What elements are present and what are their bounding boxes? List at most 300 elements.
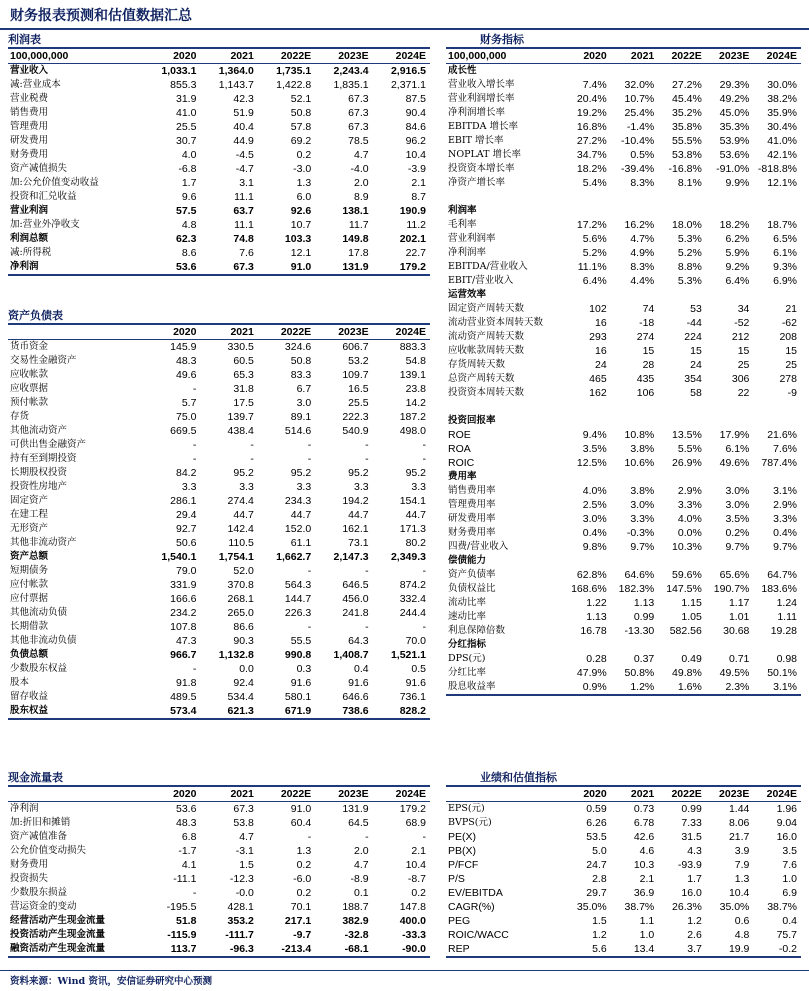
value-cell: 53.8 xyxy=(233,817,254,829)
page-title: 财务报表预测和估值数据汇总 xyxy=(10,8,192,24)
value-cell: 187.2 xyxy=(399,411,426,423)
value-cell: 35.0% xyxy=(576,901,607,913)
row-label: 利息保障倍数 xyxy=(448,625,506,636)
value-cell: 5.0 xyxy=(592,845,607,857)
header-year-cell: 2021 xyxy=(611,49,659,64)
value-cell: 12.1% xyxy=(767,177,797,189)
value-cell: 5.3% xyxy=(677,233,702,245)
value-cell: - xyxy=(422,831,426,843)
value-cell: 17.2% xyxy=(576,219,607,231)
value-cell: 48.3 xyxy=(175,355,197,367)
value-cell: 18.0% xyxy=(672,219,702,231)
balance-sheet-table xyxy=(8,325,430,720)
table-row xyxy=(446,106,801,120)
value-cell: 10.7% xyxy=(624,93,655,105)
row-label: PEG xyxy=(448,915,471,927)
value-cell: 38.2% xyxy=(767,93,797,105)
value-cell: 0.73 xyxy=(633,803,655,815)
value-cell: 34.7% xyxy=(576,149,607,161)
row-label: 营业收入增长率 xyxy=(448,79,515,90)
value-cell: 166.6 xyxy=(170,593,197,605)
value-cell: 222.3 xyxy=(342,411,369,423)
row-label: 加:折旧和摊销 xyxy=(10,817,71,828)
value-cell: 152.0 xyxy=(284,523,312,535)
table-row xyxy=(446,428,801,442)
table-row xyxy=(446,610,801,624)
value-cell: -0.0 xyxy=(235,887,254,899)
value-cell: 0.4% xyxy=(773,527,797,539)
value-cell: 21.6% xyxy=(767,429,797,441)
value-cell: 1.96 xyxy=(776,803,797,815)
value-cell xyxy=(658,204,706,218)
row-label: 流动比率 xyxy=(448,597,487,608)
value-cell: 83.3 xyxy=(290,369,312,381)
value-cell: 4.7 xyxy=(353,859,369,871)
row-label: PE(X) xyxy=(448,831,477,843)
value-cell: 6.4% xyxy=(725,275,750,287)
table-row xyxy=(446,162,801,176)
value-cell: 21.7 xyxy=(728,831,750,843)
value-cell: 12.1 xyxy=(290,247,312,259)
table-row xyxy=(8,176,430,190)
value-cell: 330.5 xyxy=(227,341,254,353)
value-cell: 2.9% xyxy=(677,485,702,497)
value-cell: 64.7% xyxy=(767,569,797,581)
row-label: 投资活动产生现金流量 xyxy=(10,929,106,940)
value-cell: 2,243.4 xyxy=(333,65,369,77)
value-cell: 26.3% xyxy=(672,901,702,913)
row-label: 股东权益 xyxy=(8,704,143,719)
table-row xyxy=(446,232,801,246)
value-cell: 3.5% xyxy=(725,513,750,525)
value-cell: 52.1 xyxy=(290,93,312,105)
value-cell: 2,349.3 xyxy=(390,551,426,563)
table-row xyxy=(446,858,801,872)
table-row xyxy=(446,288,801,302)
value-cell: 15 xyxy=(642,345,655,357)
value-cell: 29.4 xyxy=(175,509,197,521)
row-label: 四费/营业收入 xyxy=(448,541,509,552)
table-row xyxy=(446,134,801,148)
value-cell: 5.7 xyxy=(181,397,197,409)
header-rule xyxy=(0,28,809,30)
value-cell: -16.8% xyxy=(668,163,702,175)
value-cell: 2,371.1 xyxy=(390,79,426,91)
table-row xyxy=(446,470,801,484)
table-row xyxy=(8,816,430,830)
value-cell: 0.37 xyxy=(633,653,655,665)
value-cell: 61.1 xyxy=(290,537,312,549)
value-cell: 74.8 xyxy=(233,233,254,245)
value-cell: 19.28 xyxy=(770,625,797,637)
value-cell: 646.5 xyxy=(342,579,369,591)
value-cell: 59.6% xyxy=(672,569,702,581)
table-row xyxy=(446,204,801,218)
value-cell: -9.7 xyxy=(293,929,312,941)
value-cell: 16.2% xyxy=(624,219,655,231)
value-cell: 31.9 xyxy=(175,93,197,105)
value-cell: 70.0 xyxy=(405,635,426,647)
row-label: 财务费用 xyxy=(10,149,49,160)
value-cell: 1.2 xyxy=(687,915,702,927)
table-row xyxy=(446,260,801,274)
value-cell: 11.1% xyxy=(577,261,607,273)
value-cell: 42.1% xyxy=(767,149,797,161)
value-cell: 6.9% xyxy=(773,275,797,287)
value-cell: 131.9 xyxy=(342,803,369,815)
value-cell: 274 xyxy=(636,331,655,343)
value-cell: 17.9% xyxy=(719,429,750,441)
value-cell: 25.5 xyxy=(175,121,197,133)
value-cell: 3.1 xyxy=(239,177,254,189)
value-cell xyxy=(753,190,801,204)
value-cell: 7.4% xyxy=(582,79,607,91)
table-row xyxy=(446,372,801,386)
value-cell: 64.6% xyxy=(624,569,655,581)
value-cell: 10.6% xyxy=(624,457,655,469)
value-cell: -11.1 xyxy=(173,873,197,885)
value-cell: 62.8% xyxy=(576,569,607,581)
value-cell: 9.9% xyxy=(725,177,750,189)
value-cell: 1.5 xyxy=(592,915,607,927)
value-cell: 16 xyxy=(595,317,607,329)
table-row xyxy=(446,274,801,288)
table-header-row xyxy=(8,325,430,340)
table-row xyxy=(446,872,801,886)
table-row xyxy=(8,494,430,508)
header-year-cell: 2022E xyxy=(258,49,315,64)
value-cell: 5.5% xyxy=(677,443,702,455)
value-cell: -0.3% xyxy=(626,527,655,539)
value-cell: 0.2 xyxy=(296,859,312,871)
row-label: 其他非流动负债 xyxy=(10,635,77,646)
row-label: 分红比率 xyxy=(448,667,487,678)
row-label: 负债总额 xyxy=(10,649,49,660)
value-cell: 45.0% xyxy=(719,107,750,119)
value-cell: 36.9 xyxy=(633,887,655,899)
table-row xyxy=(446,582,801,596)
table-row xyxy=(8,204,430,218)
value-cell: 4.0% xyxy=(677,513,702,525)
value-cell: 147.8 xyxy=(399,901,426,913)
value-cell: 50.8 xyxy=(290,107,312,119)
table-row xyxy=(446,512,801,526)
value-cell xyxy=(611,470,659,484)
value-cell: 6.78 xyxy=(633,817,655,829)
row-label: 管理费用率 xyxy=(448,499,496,510)
header-year-cell: 2023E xyxy=(706,787,754,802)
row-label: ROIC/WACC xyxy=(448,929,509,941)
value-cell: 55.5 xyxy=(290,635,312,647)
value-cell: 31.8 xyxy=(233,383,254,395)
value-cell: 90.3 xyxy=(233,635,254,647)
value-cell: 87.5 xyxy=(405,93,426,105)
value-cell: - xyxy=(192,383,197,395)
value-cell: 234.3 xyxy=(284,495,312,507)
row-label: 资产负债率 xyxy=(448,569,496,580)
value-cell: 465 xyxy=(589,373,607,385)
value-cell: -1.4% xyxy=(626,121,655,133)
table-row xyxy=(446,302,801,316)
row-label: 加:公允价值变动收益 xyxy=(10,177,99,188)
value-cell: - xyxy=(307,453,312,465)
value-cell xyxy=(563,288,611,302)
value-cell xyxy=(658,470,706,484)
value-cell: 53.6 xyxy=(175,803,197,815)
value-cell: 35.0% xyxy=(719,901,750,913)
value-cell xyxy=(563,414,611,428)
row-label: 固定资产 xyxy=(10,495,49,506)
table-row xyxy=(8,620,430,634)
value-cell: 49.2% xyxy=(719,93,750,105)
value-cell: 107.8 xyxy=(170,621,197,633)
row-label: DPS(元) xyxy=(448,653,486,664)
row-label: 货币资金 xyxy=(10,341,49,352)
row-label: 净利润 xyxy=(8,260,143,275)
value-cell: 3.1% xyxy=(773,485,797,497)
value-cell: 8.3% xyxy=(630,261,655,273)
value-cell: 1.22 xyxy=(586,597,607,609)
value-cell: 874.2 xyxy=(399,579,426,591)
table-row xyxy=(446,218,801,232)
value-cell: -8.9 xyxy=(350,873,369,885)
value-cell: 4.1 xyxy=(181,859,197,871)
table-row xyxy=(8,508,430,522)
value-cell: 162 xyxy=(589,387,607,399)
value-cell: 22.7 xyxy=(405,247,426,259)
value-cell xyxy=(563,638,611,652)
value-cell xyxy=(706,638,754,652)
row-label: 应付票据 xyxy=(10,593,49,604)
value-cell: 44.7 xyxy=(348,509,369,521)
value-cell: 7.33 xyxy=(681,817,702,829)
value-cell: -4.5 xyxy=(235,149,254,161)
value-cell: 400.0 xyxy=(399,915,426,927)
value-cell: - xyxy=(307,831,312,843)
value-cell: 144.7 xyxy=(284,593,312,605)
value-cell: 1.7 xyxy=(181,177,197,189)
row-label: 资产减值准备 xyxy=(10,831,68,842)
table-row xyxy=(446,596,801,610)
value-cell xyxy=(611,64,659,79)
value-cell: 306 xyxy=(731,373,750,385)
header-year-cell: 2020 xyxy=(143,325,200,340)
value-cell: 0.6 xyxy=(734,915,750,927)
value-cell: 4.6 xyxy=(639,845,655,857)
value-cell xyxy=(753,638,801,652)
value-cell xyxy=(658,554,706,568)
row-label: 预付帐款 xyxy=(10,397,49,408)
value-cell: 183.6% xyxy=(761,583,797,595)
value-cell: -4.7 xyxy=(235,163,254,175)
value-cell: 0.0% xyxy=(677,527,702,539)
header-unit-cell: 100,000,000 xyxy=(8,49,143,64)
header-unit-cell xyxy=(8,787,143,802)
row-label: 加:营业外净收支 xyxy=(10,219,80,230)
value-cell: 110.5 xyxy=(228,537,254,549)
value-cell: 1.2% xyxy=(611,680,659,695)
value-cell: - xyxy=(307,621,312,633)
value-cell: 1.24 xyxy=(776,597,797,609)
value-cell: 49.6 xyxy=(175,369,197,381)
value-cell: 19.9 xyxy=(706,942,754,957)
value-cell: -0.2 xyxy=(753,942,801,957)
value-cell: 89.1 xyxy=(290,411,312,423)
value-cell: 1.3 xyxy=(734,873,750,885)
value-cell: 736.1 xyxy=(399,691,426,703)
value-cell: 8.06 xyxy=(728,817,750,829)
table-row xyxy=(8,704,430,719)
value-cell: -195.5 xyxy=(166,901,197,913)
value-cell: 106 xyxy=(636,387,655,399)
value-cell: 5.2% xyxy=(677,247,702,259)
table-row xyxy=(8,676,430,690)
value-cell: 67.3 xyxy=(200,260,257,275)
value-cell: 53.6% xyxy=(719,149,750,161)
row-label: 净利润 xyxy=(10,803,39,814)
value-cell: 70.1 xyxy=(290,901,312,913)
row-label: ROIC xyxy=(448,457,475,469)
value-cell: 1,033.1 xyxy=(161,65,197,77)
value-cell: 24.7 xyxy=(586,859,607,871)
value-cell: 16 xyxy=(595,345,607,357)
value-cell: 2,147.3 xyxy=(333,551,369,563)
value-cell: 7.9 xyxy=(734,859,750,871)
row-label: 流动营业资本周转天数 xyxy=(448,317,544,328)
value-cell: 540.9 xyxy=(342,425,369,437)
value-cell xyxy=(753,400,801,414)
value-cell: 6.9 xyxy=(782,887,797,899)
row-label: 偿债能力 xyxy=(448,555,487,566)
row-label: 少数股东损益 xyxy=(10,887,68,898)
value-cell: 26.9% xyxy=(672,457,702,469)
value-cell: 6.7 xyxy=(296,383,312,395)
value-cell: 42.3 xyxy=(233,93,254,105)
value-cell: 16.0 xyxy=(681,887,702,899)
value-cell: 67.3 xyxy=(348,93,369,105)
value-cell: -6.0 xyxy=(293,873,312,885)
value-cell: 226.3 xyxy=(284,607,312,619)
value-cell: 3.7 xyxy=(658,942,706,957)
row-label: 交易性金融资产 xyxy=(10,355,77,366)
value-cell: - xyxy=(365,621,369,633)
header-year-cell: 2023E xyxy=(315,49,372,64)
value-cell: 7.6 xyxy=(782,859,797,871)
value-cell: 0.3 xyxy=(296,663,312,675)
value-cell: 0.1 xyxy=(353,887,369,899)
value-cell xyxy=(706,64,754,79)
value-cell: 1,143.7 xyxy=(218,79,254,91)
table-row xyxy=(8,900,430,914)
value-cell: 32.0% xyxy=(624,79,655,91)
value-cell: -93.9 xyxy=(677,859,702,871)
table-row xyxy=(446,816,801,830)
value-cell: 35.9% xyxy=(767,107,797,119)
row-label: 存货 xyxy=(10,411,30,422)
table-row xyxy=(446,526,801,540)
value-cell: 38.7% xyxy=(767,901,797,913)
value-cell: 22 xyxy=(737,387,750,399)
value-cell: 138.1 xyxy=(342,205,369,217)
value-cell: -8.7 xyxy=(407,873,426,885)
row-label: 研发费用率 xyxy=(448,513,496,524)
value-cell: 67.3 xyxy=(348,107,369,119)
value-cell: 8.1% xyxy=(677,177,702,189)
value-cell xyxy=(706,190,754,204)
table-row xyxy=(446,484,801,498)
table-row xyxy=(8,148,430,162)
value-cell: -9 xyxy=(787,387,797,399)
table-row xyxy=(446,386,801,400)
value-cell: 5.4% xyxy=(582,177,607,189)
value-cell xyxy=(706,414,754,428)
value-cell: 182.3% xyxy=(618,583,655,595)
value-cell: 35.3% xyxy=(719,121,750,133)
value-cell: 19.2% xyxy=(576,107,607,119)
cash-flow-section xyxy=(8,771,430,958)
value-cell: -10.4% xyxy=(620,135,655,147)
value-cell: 224 xyxy=(684,331,702,343)
row-label: 营业利润率 xyxy=(448,233,496,244)
row-label: 固定资产周转天数 xyxy=(448,303,525,314)
table-row xyxy=(8,886,430,900)
value-cell: 14.2 xyxy=(405,397,426,409)
header-year-cell: 2022E xyxy=(658,49,706,64)
row-label: 投资资本增长率 xyxy=(448,163,515,174)
value-cell: 8.6 xyxy=(181,247,197,259)
value-cell: - xyxy=(307,439,312,451)
value-cell: 883.3 xyxy=(399,341,426,353)
table-row xyxy=(8,690,430,704)
table-row xyxy=(446,414,801,428)
table-row xyxy=(446,540,801,554)
value-cell: 0.2 xyxy=(296,149,312,161)
value-cell: 3.8% xyxy=(630,485,655,497)
value-cell xyxy=(753,204,801,218)
value-cell: 787.4% xyxy=(761,457,797,469)
value-cell: 91.6 xyxy=(348,677,369,689)
table-row xyxy=(8,536,430,550)
value-cell: 188.7 xyxy=(342,901,369,913)
value-cell: 53.6 xyxy=(143,260,200,275)
valuation-title: 业绩和估值指标 xyxy=(480,771,557,784)
value-cell: -13.30 xyxy=(624,625,655,637)
value-cell: 278 xyxy=(779,373,797,385)
value-cell: 92.6 xyxy=(290,205,312,217)
header-year-cell: 2020 xyxy=(563,49,611,64)
table-row xyxy=(8,662,430,676)
header-year-cell: 2023E xyxy=(315,787,372,802)
value-cell: 0.4 xyxy=(353,663,369,675)
value-cell: 49.6% xyxy=(719,457,750,469)
value-cell: 78.5 xyxy=(348,135,369,147)
header-year-cell: 2024E xyxy=(753,49,801,64)
value-cell: 10.7 xyxy=(290,219,312,231)
row-label: 成长性 xyxy=(448,65,477,76)
value-cell: 53 xyxy=(690,303,702,315)
row-label: 长期借款 xyxy=(10,621,49,632)
value-cell: 12.5% xyxy=(576,457,607,469)
value-cell: 1,662.7 xyxy=(276,551,312,563)
value-cell: 1.0 xyxy=(782,873,797,885)
value-cell: 4.8 xyxy=(734,929,750,941)
table-row xyxy=(8,64,430,79)
value-cell: 149.8 xyxy=(342,233,369,245)
row-label: 资产减值损失 xyxy=(10,163,68,174)
value-cell: 27.2% xyxy=(576,135,607,147)
value-cell: 268.1 xyxy=(227,593,254,605)
value-cell: 1,735.1 xyxy=(276,65,312,77)
